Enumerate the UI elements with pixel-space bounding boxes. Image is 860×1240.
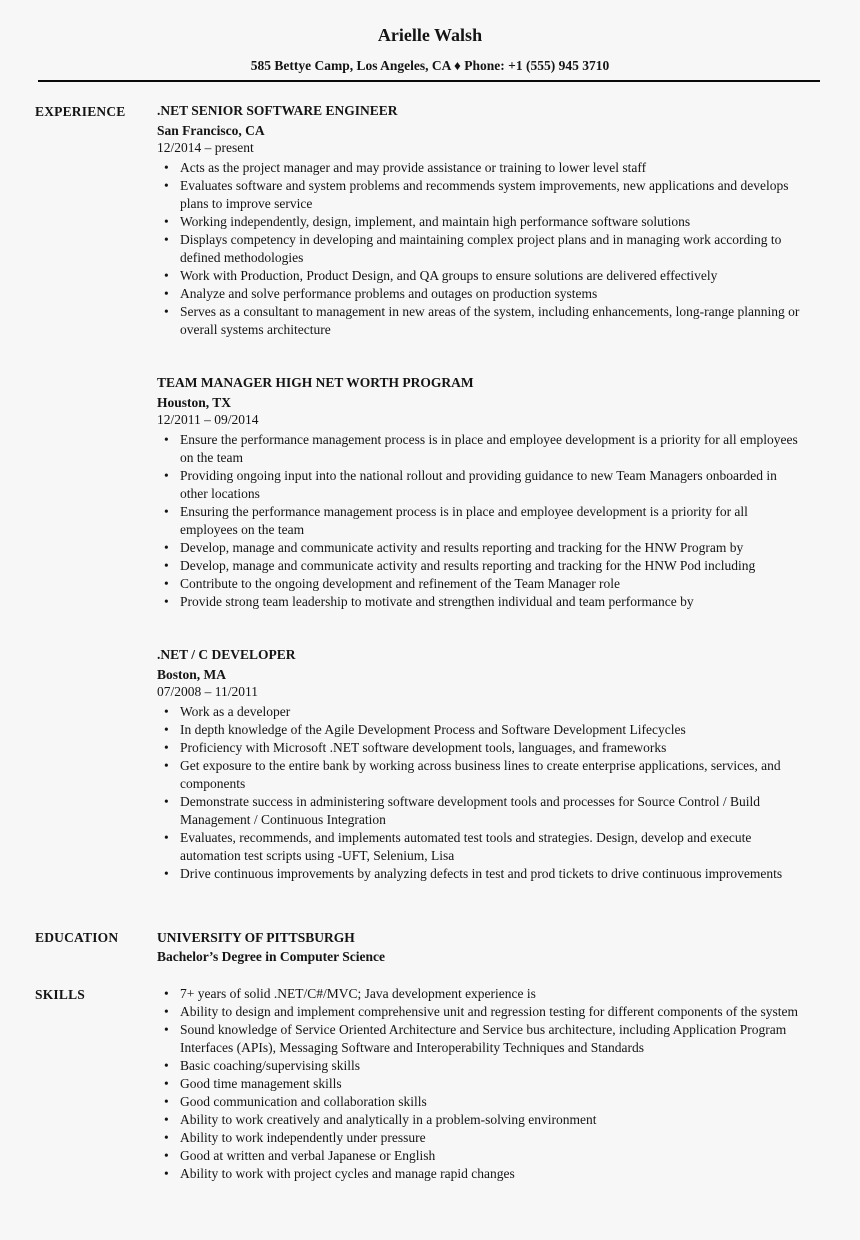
bullet-item: • Serves as a consultant to management in new areas of the system, including enhancements, long-range planning or overall systems architecture: [157, 303, 807, 339]
bullet-item: • Ability to work with project cycles and manage rapid changes: [157, 1165, 807, 1183]
bullet-item: • Develop, manage and communicate activity and results reporting and tracking for the HNW Program by: [157, 539, 807, 557]
resume-body: [0, 82, 860, 1183]
job-bullet-list: [157, 431, 807, 611]
experience-entries: [157, 102, 822, 883]
school-name: UNIVERSITY OF PITTSBURGH: [157, 930, 355, 945]
bullet-item: • Proficiency with Microsoft .NET software development tools, languages, and frameworks: [157, 739, 807, 757]
education-section: [35, 928, 822, 966]
bullet-item: • Analyze and solve performance problems and outages on production systems: [157, 285, 807, 303]
job-location: Houston, TX: [157, 395, 232, 410]
person-name: Arielle Walsh: [377, 25, 483, 45]
bullet-item: • Ensuring the performance management process is in place and employee development is a priority for all employees on the team: [157, 503, 807, 539]
bullet-item: • Providing ongoing input into the national rollout and providing guidance to new Team Managers onboarded in other locations: [157, 467, 807, 503]
bullet-item: • Working independently, design, implement, and maintain high performance software solutions: [157, 213, 807, 231]
job-dates: 07/2008 – 11/2011: [157, 684, 258, 699]
job-title: .NET / C DEVELOPER: [157, 647, 296, 662]
skills-bullet-list: [157, 985, 807, 1183]
job-bullet-list: [157, 159, 807, 339]
section-label-experience: EXPERIENCE: [35, 104, 126, 119]
bullet-item: • In depth knowledge of the Agile Development Process and Software Development Lifecycles: [157, 721, 807, 739]
bullet-item: • Develop, manage and communicate activity and results reporting and tracking for the HNW Pod including: [157, 557, 807, 575]
bullet-item: • Ability to work creatively and analytically in a problem-solving environment: [157, 1111, 807, 1129]
job-dates: 12/2014 – present: [157, 140, 254, 155]
bullet-item: • Good communication and collaboration skills: [157, 1093, 807, 1111]
bullet-item: • Good time management skills: [157, 1075, 807, 1093]
degree-name: Bachelor’s Degree in Computer Science: [157, 949, 385, 964]
bullet-item: • 7+ years of solid .NET/C#/MVC; Java development experience is: [157, 985, 807, 1003]
job-entry-1: [157, 102, 822, 339]
bullet-item: • Demonstrate success in administering software development tools and processes for Source Control / Build Management / Continuous Integration: [157, 793, 807, 829]
bullet-item: • Good at written and verbal Japanese or English: [157, 1147, 807, 1165]
skills-section: [35, 985, 822, 1183]
experience-section: [35, 102, 822, 883]
bullet-item: • Evaluates, recommends, and implements automated test tools and strategies. Design, develop and execute automation test scripts using -UFT, Selenium, Lisa: [157, 829, 807, 865]
bullet-item: • Drive continuous improvements by analyzing defects in test and prod tickets to drive continuous improvements: [157, 865, 807, 883]
bullet-item: • Ensure the performance management process is in place and employee development is a priority for all employees on the team: [157, 431, 807, 467]
contact-line: 585 Bettye Camp, Los Angeles, CA ♦ Phone: +1 (555) 945 3710: [250, 58, 610, 73]
job-entry-2: [157, 374, 822, 611]
bullet-item: • Sound knowledge of Service Oriented Architecture and Service bus architecture, including Application Program Interfaces (APIs), Messaging Software and Interoperability Techniques and Standards: [157, 1021, 807, 1057]
bullet-item: • Displays competency in developing and maintaining complex project plans and in managing work according to defined methodologies: [157, 231, 807, 267]
bullet-item: • Provide strong team leadership to motivate and strengthen individual and team performance by: [157, 593, 807, 611]
bullet-item: • Contribute to the ongoing development and refinement of the Team Manager role: [157, 575, 807, 593]
bullet-item: • Get exposure to the entire bank by working across business lines to create enterprise applications, services, and components: [157, 757, 807, 793]
resume-header: [0, 0, 860, 82]
education-entry: [157, 928, 822, 966]
bullet-item: • Work as a developer: [157, 703, 807, 721]
job-location: Boston, MA: [157, 667, 227, 682]
bullet-item: • Evaluates software and system problems and recommends system improvements, new applications and develops plans to improve service: [157, 177, 807, 213]
job-dates: 12/2011 – 09/2014: [157, 412, 259, 427]
bullet-item: • Basic coaching/supervising skills: [157, 1057, 807, 1075]
job-title: TEAM MANAGER HIGH NET WORTH PROGRAM: [157, 375, 474, 390]
bullet-item: • Work with Production, Product Design, and QA groups to ensure solutions are delivered effectively: [157, 267, 807, 285]
bullet-item: • Acts as the project manager and may provide assistance or training to lower level staff: [157, 159, 807, 177]
section-label-education: EDUCATION: [35, 930, 119, 945]
job-location: San Francisco, CA: [157, 123, 265, 138]
bullet-item: • Ability to design and implement comprehensive unit and regression testing for different components of the system: [157, 1003, 807, 1021]
job-bullet-list: [157, 703, 807, 883]
section-label-skills: SKILLS: [35, 987, 85, 1002]
job-title: .NET SENIOR SOFTWARE ENGINEER: [157, 103, 398, 118]
job-entry-3: [157, 646, 822, 883]
bullet-item: • Ability to work independently under pressure: [157, 1129, 807, 1147]
